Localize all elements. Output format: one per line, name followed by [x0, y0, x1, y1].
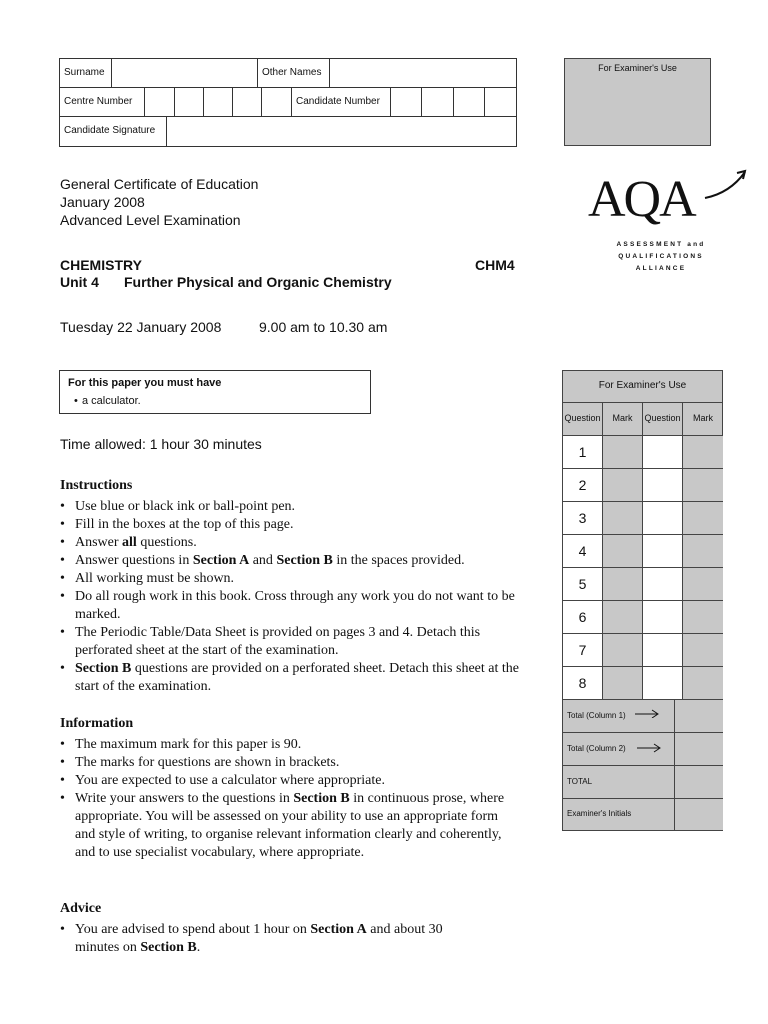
- list-item: • You are expected to use a calculator where appropriate.: [60, 772, 520, 790]
- centre-number-field[interactable]: [145, 88, 291, 116]
- col-mark-1: Mark: [603, 403, 643, 435]
- list-item: • Answer all questions.: [60, 534, 520, 552]
- candidate-number-field[interactable]: [391, 88, 516, 116]
- question-number-2: [643, 601, 683, 633]
- examiner-use-box: [564, 58, 711, 146]
- question-number-2: [643, 535, 683, 567]
- exam-date: Tuesday 22 January 2008: [60, 319, 222, 335]
- signature-label-cell: [60, 117, 167, 147]
- total-col2-row: [563, 733, 722, 766]
- arrow-right-icon: [635, 708, 661, 718]
- total-label: TOTAL: [567, 777, 593, 786]
- question-number-2: [643, 502, 683, 534]
- surname-label: Surname: [64, 67, 105, 78]
- list-item: • You are advised to spend about 1 hour on Section A and about 30 minutes on Section B.: [60, 921, 480, 957]
- information-section: [60, 715, 520, 862]
- arrow-right-icon: [637, 743, 663, 753]
- centre-digit-box: [174, 88, 203, 116]
- aqa-tag-1: ASSESSMENT and: [616, 241, 706, 248]
- aqa-logo: [585, 168, 750, 278]
- question-number: 4: [563, 535, 603, 567]
- bold-emphasis: Section A: [192, 553, 250, 568]
- list-item: • The marks for questions are shown in brackets.: [60, 754, 520, 772]
- aqa-tagline: [603, 239, 719, 275]
- initials-value[interactable]: [675, 799, 723, 830]
- advice-title: Advice: [60, 901, 102, 916]
- list-item: • Do all rough work in this book. Cross through any work you do not want to be marked.: [60, 588, 520, 624]
- list-item: • Use blue or black ink or ball-point pen.: [60, 498, 520, 516]
- question-row: [563, 667, 722, 700]
- candidate-row-numbers: [60, 88, 516, 117]
- question-mark[interactable]: [603, 601, 643, 633]
- list-item: • Fill in the boxes at the top of this page.: [60, 516, 520, 534]
- bold-emphasis: Section B: [293, 791, 350, 806]
- exam-header: [60, 175, 258, 229]
- question-row: [563, 601, 722, 634]
- total-row: [563, 766, 722, 799]
- list-item: • All working must be shown.: [60, 570, 520, 588]
- question-row: [563, 502, 722, 535]
- aqa-tag-3: ALLIANCE: [635, 265, 687, 272]
- question-number-2: [643, 634, 683, 666]
- examiner-mark-grid: [562, 370, 723, 831]
- candidate-digit-box: [421, 88, 453, 116]
- question-row: [563, 568, 722, 601]
- candidate-details-box: [59, 58, 517, 147]
- question-row: [563, 436, 722, 469]
- list-item: • Write your answers to the questions in Section B in continuous prose, where appropriate. You will be assessed on your ability to use an appropriate form and style of writing, to organise relevant information clearly and coherently, and to use specialist vocabulary, where appropriate.: [60, 790, 520, 862]
- col-mark-2: Mark: [693, 413, 713, 423]
- unit-number: Unit 4: [60, 274, 99, 290]
- instructions-list: [60, 498, 520, 696]
- total-col1-value[interactable]: [675, 700, 723, 732]
- question-row: [563, 469, 722, 502]
- question-row: [563, 535, 722, 568]
- header-line-2: January 2008: [60, 194, 145, 210]
- list-item: • Section B questions are provided on a perforated sheet. Detach this sheet at the start of the examination.: [60, 660, 520, 696]
- question-row: [563, 634, 722, 667]
- total-col1-row: [563, 700, 722, 733]
- subject-code: CHM4: [475, 257, 515, 273]
- must-have-title: For this paper you must have: [68, 377, 222, 389]
- centre-digit-box: [261, 88, 290, 116]
- question-number-2: [643, 667, 683, 699]
- total-col2-label-cell: [563, 733, 675, 765]
- information-list: [60, 736, 520, 862]
- header-line-3: Advanced Level Examination: [60, 212, 241, 228]
- question-mark-2[interactable]: [683, 601, 723, 633]
- question-number: 1: [563, 436, 603, 468]
- question-number-2: [643, 436, 683, 468]
- grid-title-row: [563, 371, 722, 403]
- grid-header-row: [563, 403, 722, 436]
- exam-time: 9.00 am to 10.30 am: [259, 319, 388, 335]
- signature-label: Candidate Signature: [64, 125, 156, 136]
- question-mark[interactable]: [603, 535, 643, 567]
- col-question-2: Question: [643, 403, 683, 435]
- subject-name: CHEMISTRY: [60, 257, 142, 273]
- must-have-box: [59, 370, 371, 414]
- col-question-1: Question: [563, 403, 603, 435]
- aqa-tag-2: QUALIFICATIONS: [618, 253, 704, 260]
- surname-field[interactable]: [112, 59, 258, 87]
- information-title: Information: [60, 716, 134, 731]
- question-mark[interactable]: [603, 568, 643, 600]
- list-item: • Answer questions in Section A and Section B in the spaces provided.: [60, 552, 520, 570]
- instructions-title: Instructions: [60, 478, 133, 493]
- centre-number-label: Centre Number: [64, 96, 133, 107]
- aqa-logo-text: AQA: [588, 171, 695, 228]
- candidate-number-label-cell: [291, 88, 391, 116]
- centre-digit-box: [203, 88, 232, 116]
- unit-title: Further Physical and Organic Chemistry: [124, 274, 392, 290]
- centre-digit-box: [232, 88, 261, 116]
- bold-emphasis: Section B: [140, 940, 197, 955]
- question-number: 2: [563, 469, 603, 501]
- question-mark[interactable]: [603, 667, 643, 699]
- must-have-item: a calculator.: [82, 395, 141, 407]
- question-number-2: [643, 568, 683, 600]
- other-names-field[interactable]: [330, 59, 516, 87]
- total-col1-label-cell: [563, 700, 675, 732]
- other-names-label: Other Names: [262, 67, 322, 78]
- question-number: 6: [563, 601, 603, 633]
- centre-number-label-cell: [60, 88, 145, 116]
- examiner-use-label: For Examiner's Use: [598, 63, 677, 73]
- total-col2-label: Total (Column 2): [567, 744, 626, 753]
- advice-list: [60, 921, 480, 957]
- header-line-1: General Certificate of Education: [60, 176, 259, 192]
- time-allowed: Time allowed: 1 hour 30 minutes: [60, 436, 262, 452]
- initials-label-cell: [563, 799, 675, 830]
- question-mark-2[interactable]: [683, 667, 723, 699]
- instructions-section: [60, 477, 520, 696]
- candidate-row-signature: [60, 117, 516, 147]
- bullet-icon: •: [74, 395, 78, 407]
- question-number: 7: [563, 634, 603, 666]
- list-item: • The maximum mark for this paper is 90.: [60, 736, 520, 754]
- question-number: 5: [563, 568, 603, 600]
- surname-label-cell: [60, 59, 112, 87]
- candidate-number-label: Candidate Number: [296, 96, 380, 107]
- bold-emphasis: Section B: [75, 661, 132, 676]
- total-value[interactable]: [675, 766, 723, 798]
- total-label-cell: [563, 766, 675, 798]
- bold-emphasis: all: [122, 535, 137, 550]
- candidate-digit-box: [484, 88, 516, 116]
- other-names-label-cell: [258, 59, 330, 87]
- total-col2-value[interactable]: [675, 733, 723, 765]
- initials-row: [563, 799, 722, 830]
- candidate-digit-box: [453, 88, 484, 116]
- question-number: 8: [563, 667, 603, 699]
- initials-label: Examiner's Initials: [567, 809, 632, 818]
- list-item: • The Periodic Table/Data Sheet is provided on pages 3 and 4. Detach this perforated sheet at the start of the examination.: [60, 624, 520, 660]
- question-mark-2[interactable]: [683, 436, 723, 468]
- bold-emphasis: Section A: [310, 922, 367, 937]
- bold-emphasis: Section B: [276, 553, 333, 568]
- question-mark-2[interactable]: [683, 535, 723, 567]
- total-col1-label: Total (Column 1): [567, 711, 626, 720]
- question-mark[interactable]: [603, 634, 643, 666]
- question-mark-2[interactable]: [683, 469, 723, 501]
- question-number: 3: [563, 502, 603, 534]
- question-mark[interactable]: [603, 436, 643, 468]
- grid-title: For Examiner's Use: [598, 380, 687, 391]
- signature-field[interactable]: [167, 117, 516, 147]
- question-mark-2[interactable]: [683, 502, 723, 534]
- question-mark-2[interactable]: [683, 634, 723, 666]
- question-mark-2[interactable]: [683, 568, 723, 600]
- question-mark[interactable]: [603, 469, 643, 501]
- candidate-row-names: [60, 59, 516, 88]
- question-mark[interactable]: [603, 502, 643, 534]
- question-number-2: [643, 469, 683, 501]
- advice-section: [60, 900, 480, 957]
